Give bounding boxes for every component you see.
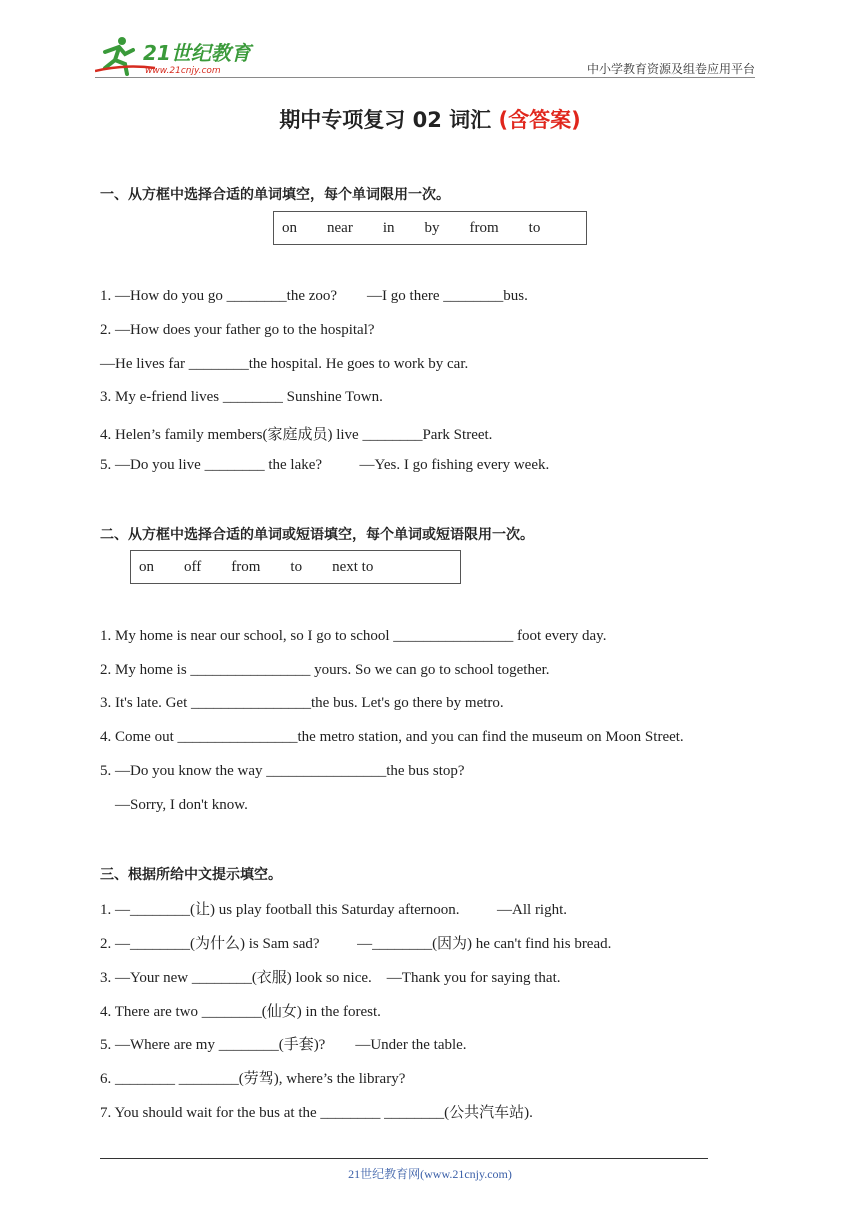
word-option: to: [528, 219, 541, 236]
section2-heading: 二、从方框中选择合适的单词或短语填空，每个单词或短语限用一次。: [100, 527, 534, 543]
question-line: 1. My home is near our school, so I go to school ________________ foot every day.: [100, 628, 607, 644]
question-line: 1. —________(让) us play football this Saturday afternoon. —All right.: [100, 902, 568, 918]
question-line: —Sorry, I don't know.: [100, 797, 248, 813]
platform-name: 中小学教育资源及组卷应用平台: [586, 62, 755, 76]
question-line: 1. —How do you go ________the zoo? —I go there ________bus.: [100, 288, 528, 304]
word-option: by: [424, 219, 440, 236]
word-option: in: [382, 219, 395, 236]
section3-heading: 三、根据所给中文提示填空。: [100, 867, 282, 883]
logo-subtext: www.21cnjy.com: [145, 66, 221, 76]
footer-divider: [100, 1158, 708, 1159]
question-line: 3. My e-friend lives ________ Sunshine Town.: [100, 389, 383, 405]
word-option: to: [290, 558, 303, 575]
question-line: 7. You should wait for the bus at the ________ ________(公共汽车站).: [100, 1105, 533, 1121]
question-line: 5. —Do you know the way ________________the bus stop?: [100, 763, 465, 779]
site-logo: [95, 34, 260, 76]
question-line: 3. —Your new ________(衣服) look so nice. —Thank you for saying that.: [100, 970, 561, 986]
page-header: [95, 30, 755, 80]
question-line: 4. Helen’s family members(家庭成员) live ________Park Street.: [100, 427, 493, 443]
question-line: 4. There are two ________(仙女) in the forest.: [100, 1004, 381, 1020]
footer-link[interactable]: 21世纪教育网(www.21cnjy.com): [348, 1167, 512, 1181]
question-line: 5. —Do you live ________ the lake? —Yes. I go fishing every week.: [100, 457, 550, 473]
word-option: next to: [332, 558, 374, 575]
logo-text: 21世纪教育: [143, 41, 251, 65]
word-option: from: [231, 558, 261, 575]
word-option: on: [282, 219, 297, 236]
question-line: —He lives far ________the hospital. He goes to work by car.: [100, 356, 469, 372]
question-line: 6. ________ ________(劳驾), where’s the library?: [100, 1071, 406, 1087]
word-option: off: [184, 558, 202, 575]
word-option: from: [469, 219, 499, 236]
question-line: 2. My home is ________________ yours. So we can go to school together.: [100, 662, 550, 678]
title-main: 期中专项复习 02 词汇: [279, 108, 492, 132]
question-line: 2. —________(为什么) is Sam sad? —________(因为) he can't find his bread.: [100, 936, 612, 952]
question-line: 2. —How does your father go to the hospital?: [100, 322, 375, 338]
section1-wordbox: [273, 211, 587, 245]
header-divider: [95, 77, 755, 78]
question-line: 3. It's late. Get ________________the bus. Let's go there by metro.: [100, 695, 504, 711]
page-title: [0, 104, 860, 134]
section2-wordbox: [130, 550, 461, 584]
title-suffix: (含答案): [498, 108, 581, 132]
word-option: near: [327, 219, 353, 236]
section1-heading: 一、从方框中选择合适的单词填空，每个单词限用一次。: [100, 187, 450, 203]
question-line: 5. —Where are my ________(手套)? —Under the table.: [100, 1037, 467, 1053]
question-line: 4. Come out ________________the metro station, and you can find the museum on Moon Street.: [100, 729, 684, 745]
word-option: on: [139, 558, 154, 575]
